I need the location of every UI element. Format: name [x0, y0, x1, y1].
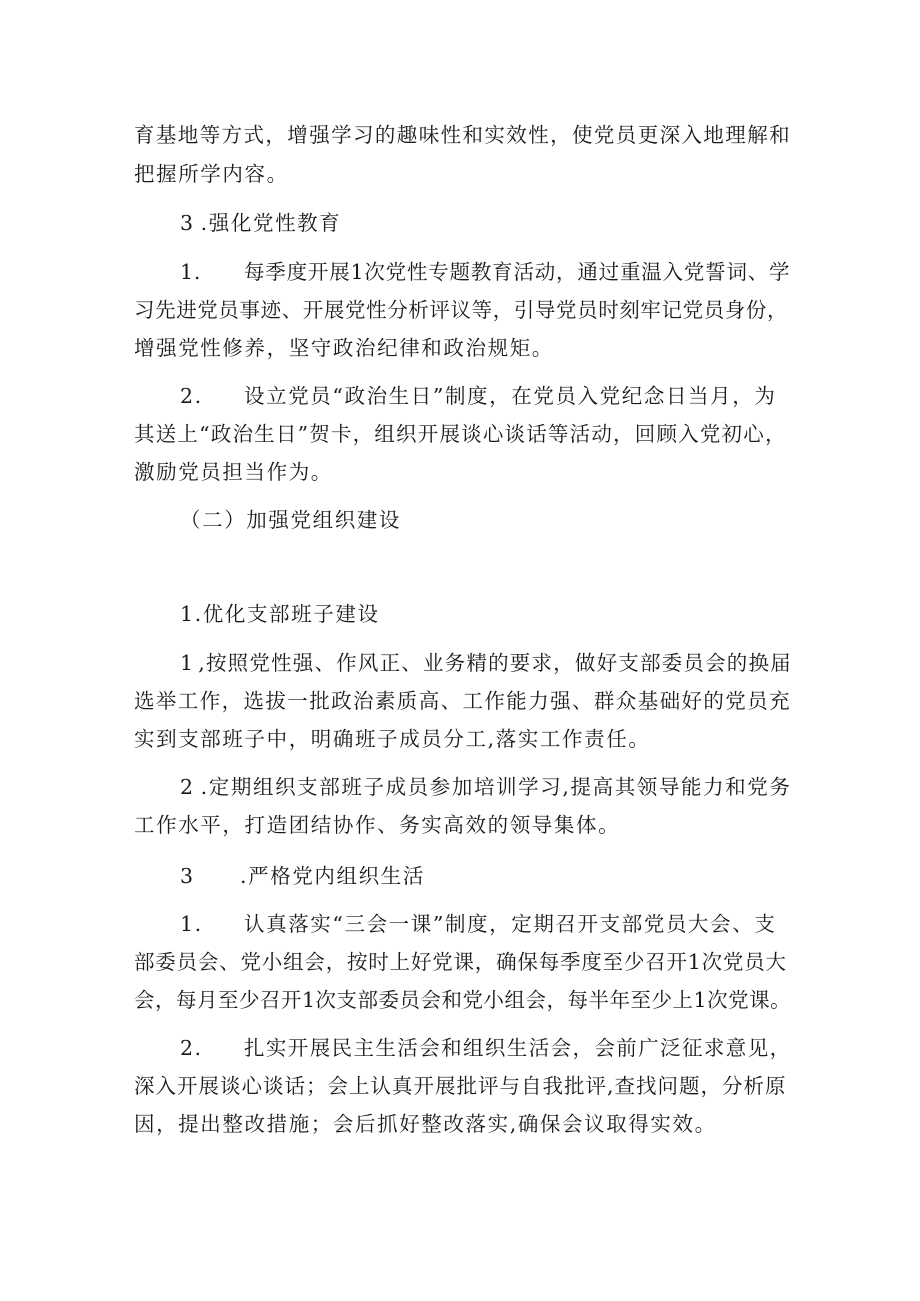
item-number: 1. [180, 912, 203, 936]
item-party-education-1-line-1 [180, 262, 790, 283]
item-branch-team-1-line-2: 选举工作，选拔一批政治素质高、工作能力强、群众基础好的党员充 [134, 689, 791, 713]
heading-branch-team: 1.优化支部班子建设 [180, 602, 380, 626]
item-number: 2. [180, 384, 203, 408]
heading-text: .强化党性教育 [200, 211, 342, 235]
item-number: 2 [180, 775, 195, 799]
item-party-education-1-line-2: 习先进党员事迹、开展党性分析评议等，引导党员时刻牢记党员身份， [134, 298, 789, 322]
section-heading-organization: （二）加强党组织建设 [180, 508, 401, 532]
item-text: 设立党员“政治生日”制度，在党员入党纪念日当月，为 [244, 384, 777, 408]
heading-text: .严格党内组织生活 [240, 864, 425, 888]
item-text: 认真落实“三会一课”制度，定期召开支部党员大会、支 [244, 912, 777, 936]
item-org-life-1-line-1 [180, 914, 776, 935]
item-party-education-2-line-1 [180, 386, 776, 407]
heading-number: 3 [180, 211, 195, 235]
intro-line-1: 育基地等方式，增强学习的趣味性和实效性，使党员更深入地理解和 [134, 123, 791, 147]
item-branch-team-1-line-3: 实到支部班子中，明确班子成员分工,落实工作责任。 [134, 727, 651, 751]
heading-org-life [180, 866, 425, 887]
item-org-life-1-line-2: 部委员会、党小组会，按时上好党课，确保每季度至少召开1次党员大 [134, 950, 787, 974]
item-number: 1 [180, 651, 195, 675]
item-org-life-2-line-1 [180, 1038, 792, 1059]
item-party-education-2-line-3: 激励党员担当作为。 [134, 460, 333, 484]
heading-party-education [180, 213, 341, 234]
heading-number: 3 [180, 864, 195, 888]
item-party-education-2-line-2: 其送上“政治生日”贺卡，组织开展谈心谈话等活动，回顾入党初心， [134, 422, 787, 446]
item-number: 2. [180, 1036, 203, 1060]
item-text: ,按照党性强、作风正、业务精的要求，做好支部委员会的换届 [198, 651, 792, 675]
item-branch-team-2-line-1 [180, 777, 792, 798]
item-org-life-1-line-3: 会，每月至少召开1次支部委员会和党小组会，每半年至少上1次党课。 [134, 988, 792, 1012]
item-text: 每季度开展1次党性专题教育活动，通过重温入党誓词、学 [244, 260, 791, 284]
intro-line-2: 把握所学内容。 [134, 162, 289, 186]
item-text: .定期组织支部班子成员参加培训学习,提高其领导能力和党务 [200, 775, 792, 799]
item-number: 1. [180, 260, 202, 284]
item-party-education-1-line-3: 增强党性修养，坚守政治纪律和政治规矩。 [134, 336, 554, 360]
item-org-life-2-line-3: 因，提出整改措施；会后抓好整改落实,确保会议取得实效。 [134, 1112, 717, 1136]
item-org-life-2-line-2: 深入开展谈心谈话；会上认真开展批评与自我批评,查找问题，分析原 [134, 1074, 787, 1098]
item-branch-team-1-line-1 [180, 653, 792, 674]
item-branch-team-2-line-2: 工作水平，打造团结协作、务实高效的领导集体。 [134, 813, 621, 837]
item-text: 扎实开展民主生活会和组织生活会，会前广泛征求意见， [244, 1036, 792, 1060]
